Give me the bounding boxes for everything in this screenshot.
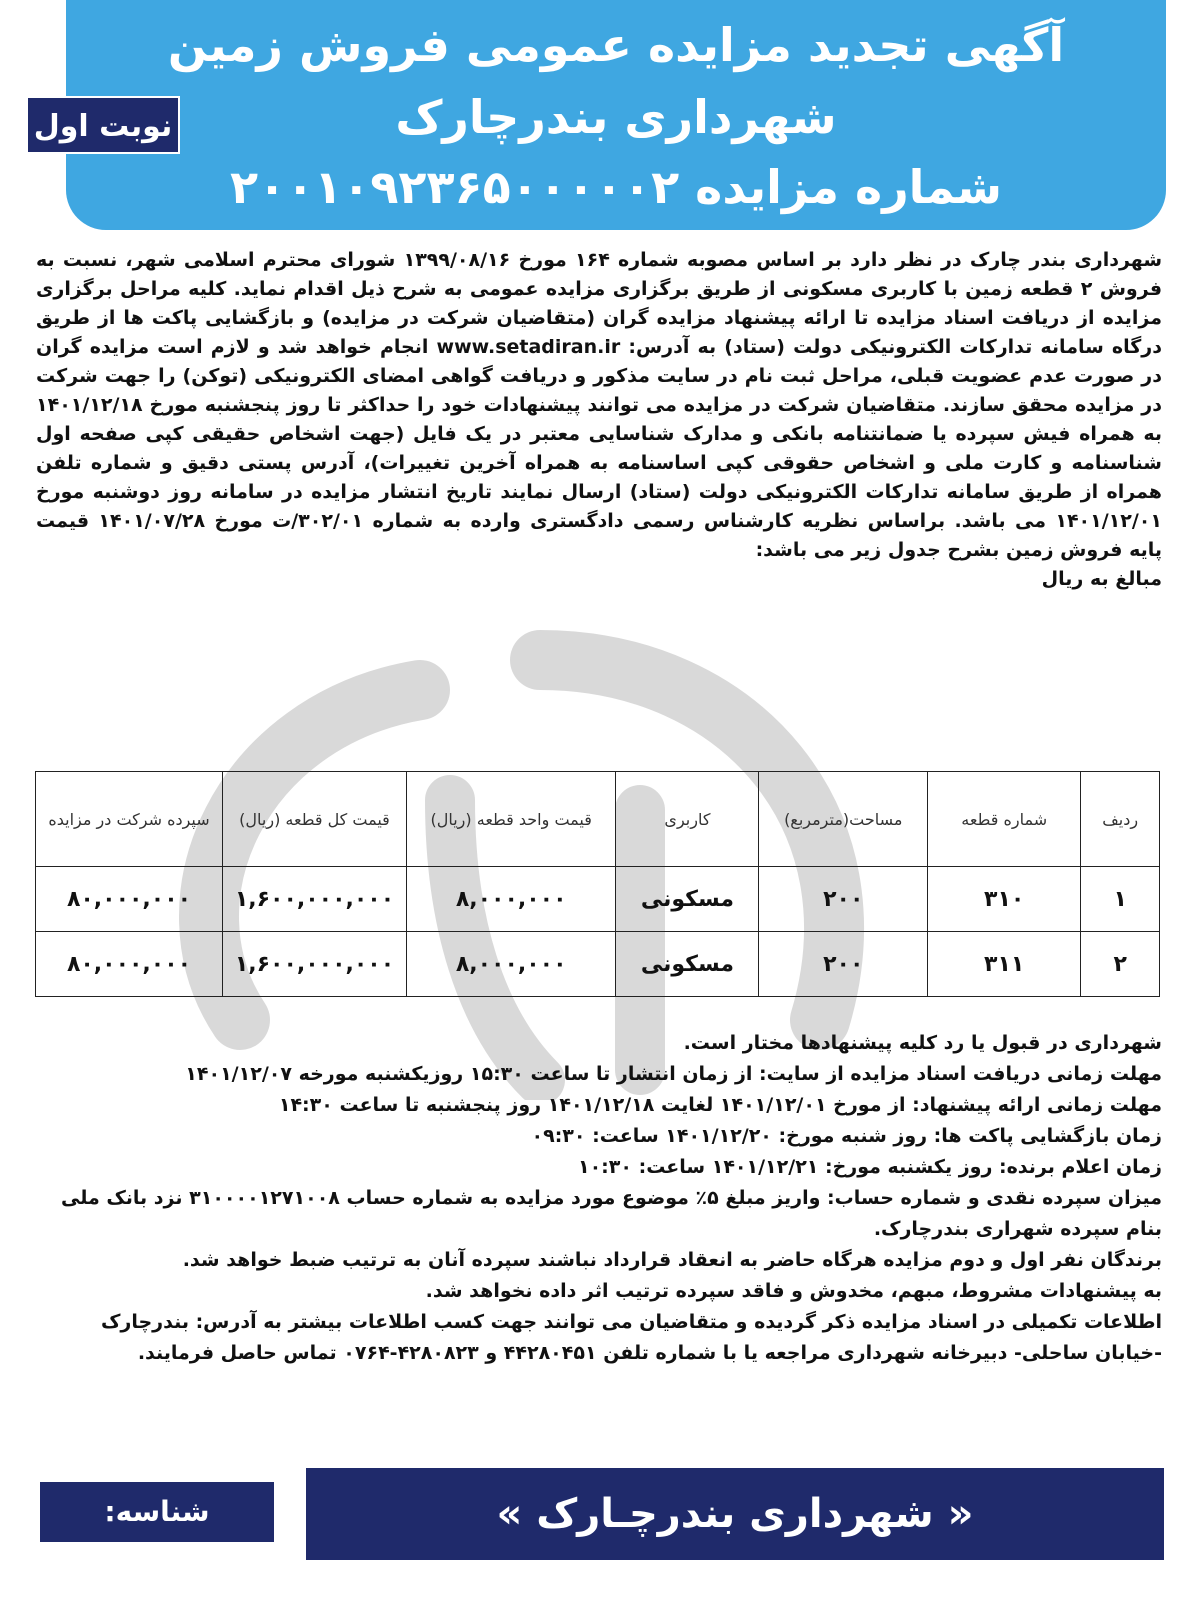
- table-cell: ۱,۶۰۰,۰۰۰,۰۰۰: [223, 867, 407, 932]
- unit-note: مبالغ به ریال: [1041, 568, 1162, 590]
- organization-footer: « شهرداری بندرچـارک »: [306, 1468, 1164, 1560]
- detail-line: میزان سپرده نقدی و شماره حساب: واریز مبلغ ۵٪ موضوع مورد مزایده به شماره حساب ۳۱۰۰۰۰۱۲۷۱۰۰۸ نزد بانک ملی بنام سپرده شهراری بندرچارک.: [60, 1187, 1162, 1240]
- round-badge: نوبت اول: [26, 96, 180, 154]
- table-cell: ۳۱۱: [928, 932, 1081, 997]
- table-row: [36, 867, 1160, 932]
- detail-line: به پیشنهادات مشروط، مبهم، مخدوش و فاقد سپرده ترتیب اثر داده نخواهد شد.: [425, 1280, 1162, 1302]
- table-cell: ۸,۰۰۰,۰۰۰: [406, 867, 615, 932]
- title-line-2: شهرداری بندرچارک: [395, 90, 837, 144]
- header-banner: [66, 0, 1166, 230]
- table-cell: ۸۰,۰۰۰,۰۰۰: [36, 932, 223, 997]
- table-cell: ۲۰۰: [759, 867, 928, 932]
- detail-line: زمان اعلام برنده: روز یکشنبه مورخ: ۱۴۰۱/۱۲/۲۱ ساعت: ۱۰:۳۰: [577, 1156, 1162, 1178]
- details-section: [36, 1028, 1162, 1369]
- auction-number: شماره مزایده ۲۰۰۱۰۹۲۳۶۵۰۰۰۰۰۲: [229, 160, 1003, 214]
- detail-line: زمان بازگشایی پاکت ها: روز شنبه مورخ: ۱۴۰۱/۱۲/۲۰ ساعت: ۰۹:۳۰: [531, 1125, 1162, 1147]
- header-cell: کاربری: [616, 772, 759, 867]
- header-cell: سپرده شرکت در مزایده: [36, 772, 223, 867]
- table-cell: ۲: [1081, 932, 1160, 997]
- table-row: [36, 932, 1160, 997]
- detail-line: شهرداری در قبول یا رد کلیه پیشنهادها مختار است.: [683, 1032, 1162, 1054]
- header-cell: قیمت واحد قطعه (ریال): [406, 772, 615, 867]
- table-header-row: [36, 772, 1160, 867]
- detail-line: مهلت زمانی ارائه پیشنهاد: از مورخ ۱۴۰۱/۱۲/۰۱ لغایت ۱۴۰۱/۱۲/۱۸ روز پنجشنبه تا ساعت ۱۴:۳۰: [278, 1094, 1162, 1116]
- table-cell: ۳۱۰: [928, 867, 1081, 932]
- table-cell: مسکونی: [616, 867, 759, 932]
- title-line-1: آگهی تجدید مزایده عمومی فروش زمین: [167, 18, 1065, 72]
- detail-line: برندگان نفر اول و دوم مزایده هرگاه حاضر به انعقاد قرارداد نباشند سپرده آنان به ترتیب ضبط خواهد شد.: [182, 1249, 1162, 1271]
- header-cell: شماره قطعه: [928, 772, 1081, 867]
- intro-text: [36, 246, 1162, 594]
- header-cell: قیمت کل قطعه (ریال): [223, 772, 407, 867]
- header-cell: مساحت(مترمربع): [759, 772, 928, 867]
- header-cell: ردیف: [1081, 772, 1160, 867]
- table-cell: ۸,۰۰۰,۰۰۰: [406, 932, 615, 997]
- table-cell: ۱,۶۰۰,۰۰۰,۰۰۰: [223, 932, 407, 997]
- table-cell: ۱: [1081, 867, 1160, 932]
- detail-line: مهلت زمانی دریافت اسناد مزایده از سایت: از زمان انتشار تا ساعت ۱۵:۳۰ روزیکشنبه مورخه ۱۴۰۱/۱۲/۰۷: [185, 1063, 1162, 1085]
- detail-line: اطلاعات تکمیلی در اسناد مزایده ذکر گردیده و متقاضیان می توانند جهت کسب اطلاعات بیشتر به آدرس: بندرچارک -خیابان ساحلی- دبیرخانه شهرداری مراجعه یا با شماره تلفن ۴۴۲۸۰۴۵۱ و ۴۲۸۰۸۲۳-۰۷۶۴ تماس حاصل فرمایند.: [100, 1311, 1162, 1364]
- table-cell: ۲۰۰: [759, 932, 928, 997]
- ad-id-box: شناسه: ۱۴۵۷۸۶۰: [40, 1482, 274, 1542]
- price-table: [35, 771, 1160, 997]
- table-cell: مسکونی: [616, 932, 759, 997]
- intro-paragraph: شهرداری بندر چارک در نظر دارد بر اساس مصوبه شماره ۱۶۴ مورخ ۱۳۹۹/۰۸/۱۶ شورای محترم اسلامی شهر، نسبت به فروش ۲ قطعه زمین با کاربری مسکونی از طریق برگزاری مزایده عمومی به شرح ذیل اقدام نماید. کلیه مراحل برگزاری مزایده از دریافت اسناد مزایده تا ارائه پیشنهاد مزایده گران (متقاضیان شرکت در مزایده) و بازگشایی پاکت ها از طریق درگاه سامانه تدارکات الکترونیکی دولت (ستاد) به آدرس: www.setadiran.ir انجام خواهد شد و لازم است مزایده گران در صورت عدم عضویت قبلی، مراحل ثبت نام در سایت مذکور و دریافت گواهی امضای الکترونیکی (توکن) را جهت شرکت در مزایده محقق سازند. متقاضیان شرکت در مزایده می توانند پیشنهادات خود را حداکثر تا روز پنجشنبه مورخ ۱۴۰۱/۱۲/۱۸ به همراه فیش سپرده یا ضمانتنامه بانکی و مدارک شناسایی معتبر در یک فایل (جهت اشخاص حقیقی کپی صفحه اول شناسنامه و کارت ملی و اشخاص حقوقی کپی اساسنامه به همراه آخرین تغییرات)، آدرس پستی دقیق و شماره تلفن همراه از طریق سامانه تدارکات الکترونیکی دولت (ستاد) ارسال نمایند تاریخ انتشار مزایده در سامانه روز دوشنبه مورخ ۱۴۰۱/۱۲/۰۱ می باشد. براساس نظریه کارشناس رسمی دادگستری وارده به شماره ۳۰۲/۰۱/ت مورخ ۱۴۰۱/۰۷/۲۸ قیمت پایه فروش زمین بشرح جدول زیر می باشد:: [36, 249, 1163, 561]
- table-cell: ۸۰,۰۰۰,۰۰۰: [36, 867, 223, 932]
